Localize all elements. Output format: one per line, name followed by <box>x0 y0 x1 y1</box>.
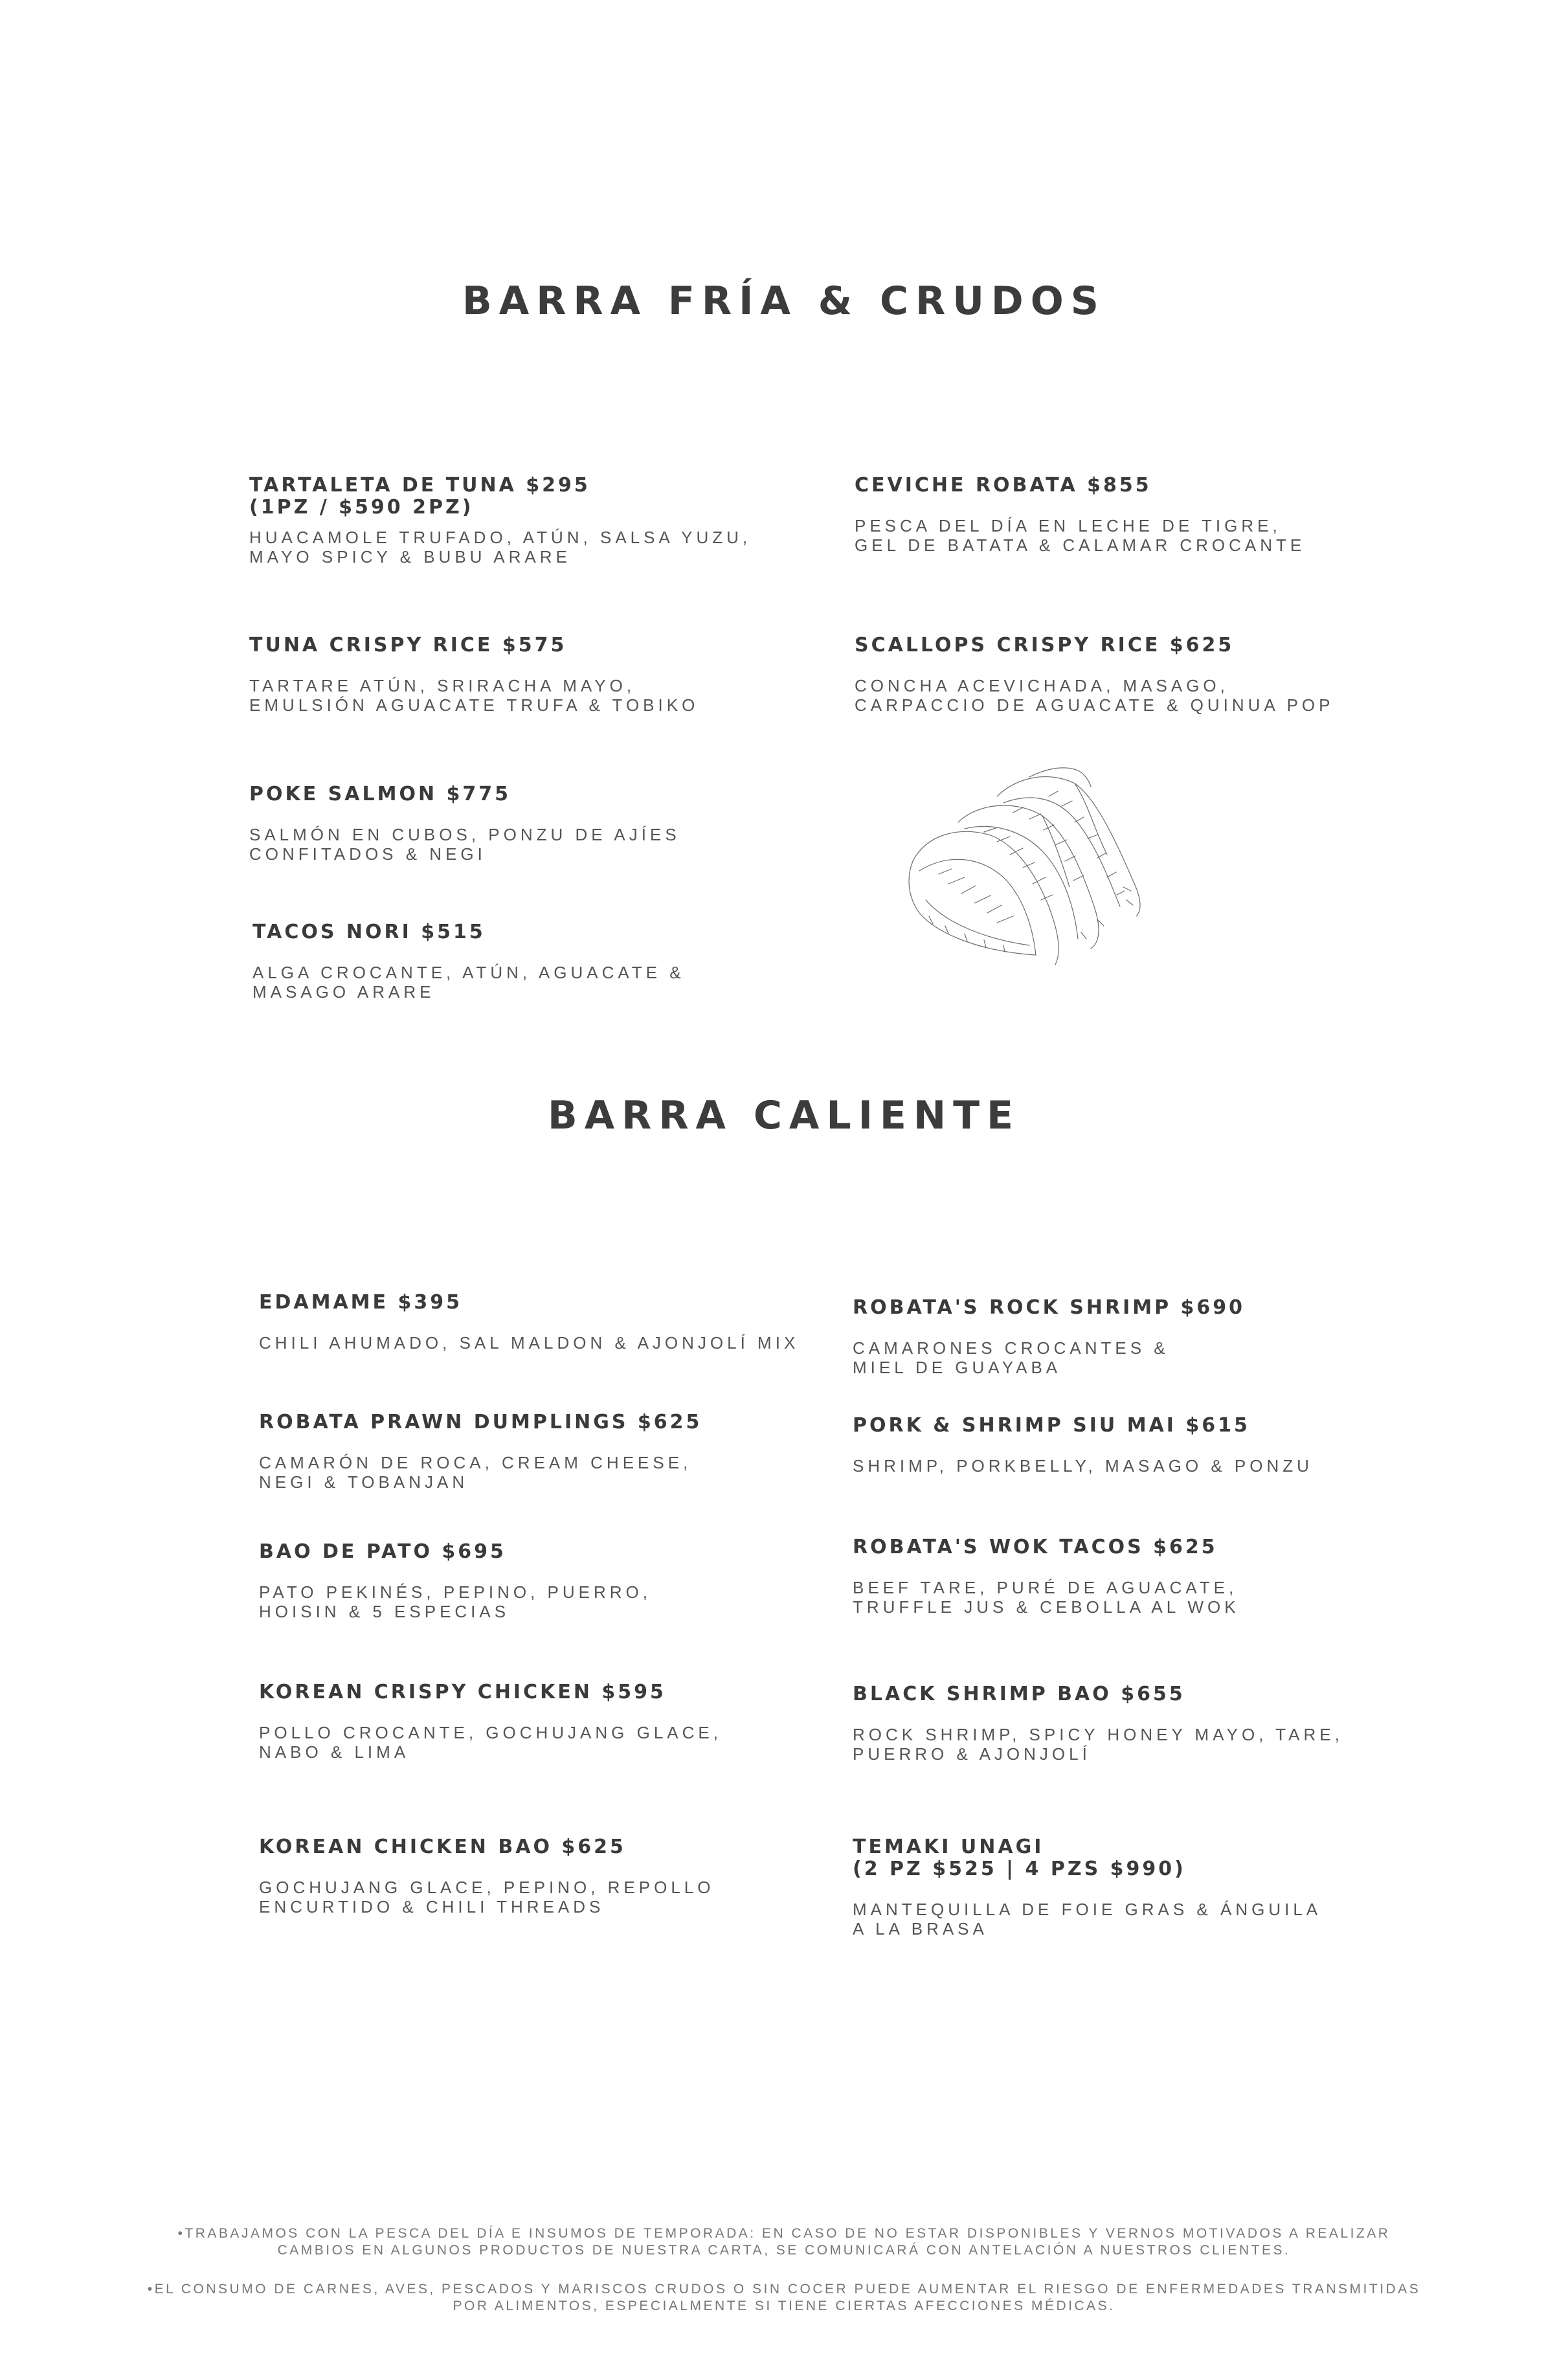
menu-item-name: BAO DE PATO $695 <box>259 1540 506 1563</box>
menu-item <box>855 635 1437 715</box>
menu-item-description: GOCHUJANG GLACE, PEPINO, REPOLLO ENCURTIDO & CHILI THREADS <box>259 1878 715 1916</box>
menu-item <box>249 475 832 567</box>
menu-item <box>853 1536 1435 1617</box>
menu-item-description: HUACAMOLE TRUFADO, ATÚN, SALSA YUZU, MAYO SPICY & BUBU ARARE <box>249 528 752 567</box>
menu-item <box>853 1297 1435 1377</box>
menu-item-name: ROBATA PRAWN DUMPLINGS $625 <box>259 1411 702 1433</box>
menu-item-name: TARTALETA DE TUNA $295 (1PZ / $590 2PZ) <box>249 474 590 519</box>
menu-item <box>855 475 1437 555</box>
menu-item-description: POLLO CROCANTE, GOCHUJANG GLACE, NABO & LIMA <box>259 1723 722 1762</box>
menu-item-name: SCALLOPS CRISPY RICE $625 <box>855 634 1235 657</box>
menu-item-name: PORK & SHRIMP SIU MAI $615 <box>853 1414 1250 1437</box>
footnote-seasonal: •TRABAJAMOS CON LA PESCA DEL DÍA E INSUMOS DE TEMPORADA: EN CASO DE NO ESTAR DISPONIBLES Y VERNOS MOTIVADOS A REALIZAR CAMBIOS EN ALGUNOS PRODUCTOS DE NUESTRA CARTA, SE COMUNICARÁ CON ANTELACIÓN A NUESTROS CLIENTES. <box>177 2226 1391 2258</box>
menu-item-name: CEVICHE ROBATA $855 <box>855 474 1152 497</box>
section-title-barra-caliente: BARRA CALIENTE <box>547 1093 1021 1138</box>
menu-item-description: BEEF TARE, PURÉ DE AGUACATE, TRUFFLE JUS & CEBOLLA AL WOK <box>853 1578 1240 1617</box>
menu-item-description: SHRIMP, PORKBELLY, MASAGO & PONZU <box>853 1456 1313 1476</box>
menu-item-description: CAMARONES CROCANTES & MIEL DE GUAYABA <box>853 1338 1169 1377</box>
menu-item-description: ALGA CROCANTE, ATÚN, AGUACATE & MASAGO ARARE <box>252 963 685 1002</box>
menu-item-description: SALMÓN EN CUBOS, PONZU DE AJÍES CONFITADOS & NEGI <box>249 825 680 864</box>
menu-item-description: PESCA DEL DÍA EN LECHE DE TIGRE, GEL DE BATATA & CALAMAR CROCANTE <box>855 516 1306 555</box>
menu-item-description: CONCHA ACEVICHADA, MASAGO, CARPACCIO DE AGUACATE & QUINUA POP <box>855 676 1334 715</box>
menu-item-description: ROCK SHRIMP, SPICY HONEY MAYO, TARE, PUERRO & AJONJOLÍ <box>853 1725 1343 1764</box>
footnote-raw-consumption: •EL CONSUMO DE CARNES, AVES, PESCADOS Y MARISCOS CRUDOS O SIN COCER PUEDE AUMENTAR EL RIESGO DE ENFERMEDADES TRANSMITIDAS POR ALIMENTOS, ESPECIALMENTE SI TIENE CIERTAS AFECCIONES MÉDICAS. <box>147 2282 1421 2313</box>
menu-item-description: PATO PEKINÉS, PEPINO, PUERRO, HOISIN & 5 ESPECIAS <box>259 1582 651 1621</box>
menu-item <box>853 1683 1435 1764</box>
menu-item-description: CAMARÓN DE ROCA, CREAM CHEESE, NEGI & TOBANJAN <box>259 1453 692 1492</box>
menu-item-name: TEMAKI UNAGI (2 PZ $525 | 4 PZS $990) <box>853 1836 1186 1880</box>
menu-item <box>853 1836 1435 1938</box>
menu-item-name: POKE SALMON $775 <box>249 783 511 805</box>
menu-item-name: KOREAN CHICKEN BAO $625 <box>259 1836 626 1858</box>
menu-item <box>259 1411 842 1492</box>
menu-item-name: TACOS NORI $515 <box>252 921 486 943</box>
menu-item <box>249 635 832 715</box>
menu-item-description: CHILI AHUMADO, SAL MALDON & AJONJOLÍ MIX <box>259 1333 800 1353</box>
menu-item-description: MANTEQUILLA DE FOIE GRAS & ÁNGUILA A LA BRASA <box>853 1900 1322 1938</box>
menu-item <box>259 1541 842 1621</box>
menu-item-name: ROBATA'S WOK TACOS $625 <box>853 1536 1218 1558</box>
menu-item <box>853 1415 1435 1476</box>
menu-item <box>252 921 835 1002</box>
menu-item <box>259 1681 842 1762</box>
menu-item-name: BLACK SHRIMP BAO $655 <box>853 1683 1185 1705</box>
menu-item-description: TARTARE ATÚN, SRIRACHA MAYO, EMULSIÓN AGUACATE TRUFA & TOBIKO <box>249 676 699 715</box>
menu-item-name: ROBATA'S ROCK SHRIMP $690 <box>853 1296 1246 1319</box>
menu-item-name: KOREAN CRISPY CHICKEN $595 <box>259 1681 666 1703</box>
menu-item <box>249 783 832 864</box>
menu-item <box>259 1292 842 1353</box>
menu-item-name: EDAMAME $395 <box>259 1291 462 1314</box>
menu-item <box>259 1836 842 1916</box>
tacos-sketch-icon <box>900 758 1159 978</box>
menu-item-name: TUNA CRISPY RICE $575 <box>249 634 567 657</box>
section-title-barra-fria: BARRA FRÍA & CRUDOS <box>462 278 1106 324</box>
